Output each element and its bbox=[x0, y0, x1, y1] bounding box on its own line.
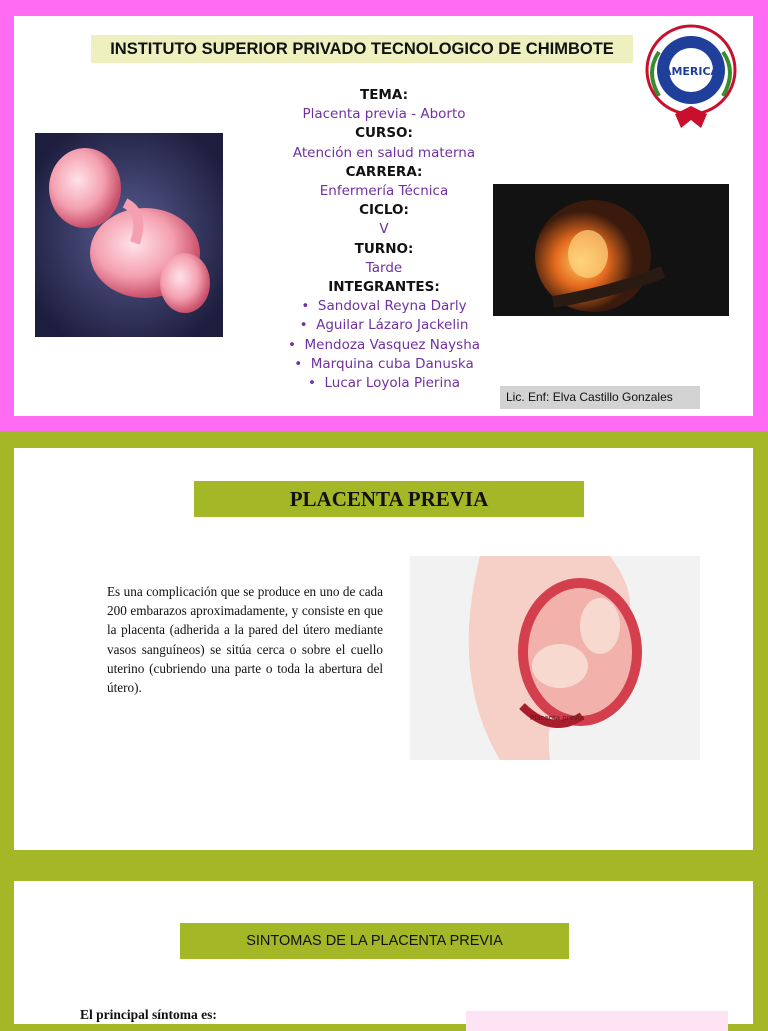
list-item: • Aguilar Lázaro Jackelin bbox=[299, 317, 469, 334]
field-value: Atención en salud materna bbox=[292, 144, 476, 161]
slide-title: PLACENTA PREVIA bbox=[194, 481, 584, 517]
symptoms-slide bbox=[14, 881, 753, 1024]
field-value: Placenta previa - Aborto bbox=[302, 106, 466, 123]
institute-logo bbox=[639, 22, 743, 134]
field-label: CICLO bbox=[359, 202, 404, 219]
field-value: Enfermería Técnica bbox=[319, 183, 449, 200]
list-item: • Lucar Loyola Pierina bbox=[307, 375, 461, 392]
definition-slide bbox=[14, 448, 753, 850]
fetus-photo bbox=[35, 133, 223, 337]
field-label: TEMA bbox=[360, 87, 403, 103]
field-label: CURSO bbox=[355, 125, 408, 142]
diagram-label: Placenta previa bbox=[530, 714, 585, 722]
field-label: CARRERA bbox=[345, 163, 418, 180]
instructor-label: Lic. Enf: Elva Castillo Gonzales bbox=[500, 386, 700, 409]
institute-banner: INSTITUTO SUPERIOR PRIVADO TECNOLOGICO DE CHIMBOTE bbox=[91, 35, 633, 63]
pink-box bbox=[466, 1011, 728, 1031]
definition-paragraph: Es una complicación que se produce en uno de cada 200 embarazos aproximadamente, y consiste en que la placenta (adherida a la pared del útero mediante vasos sanguíneos) se sitúa cerca o sobre el cuello uterino (cubriendo una parte o toda la abertura del útero). bbox=[107, 584, 383, 696]
pregnant-belly-photo bbox=[493, 184, 729, 316]
field-value: V bbox=[379, 221, 389, 238]
title-slide-content bbox=[14, 16, 753, 416]
course-info: TEMA: Placenta previa - Aborto CURSO: Atención en salud materna CARRERA: Enfermería Técnica CICLO: V TURNO: Tarde INTEGRANTES: • Sandoval Reyna Darly • Aguilar Lázaro Jackelin • Mendoza Vasquez Naysha • Marquina cuba Danuska • Lucar Loyola Pierina bbox=[244, 86, 524, 393]
list-item: • Mendoza Vasquez Naysha bbox=[287, 336, 481, 353]
slide-title: SINTOMAS DE LA PLACENTA PREVIA bbox=[180, 923, 569, 959]
field-label: TURNO bbox=[354, 240, 408, 257]
integrantes-label: INTEGRANTES bbox=[328, 279, 435, 296]
field-value: Tarde bbox=[365, 259, 403, 276]
symptom-intro: El principal síntoma es: bbox=[80, 1007, 217, 1022]
list-item: • Sandoval Reyna Darly bbox=[301, 298, 467, 315]
title-slide bbox=[0, 0, 768, 431]
placenta-previa-diagram bbox=[410, 556, 700, 760]
list-item: • Marquina cuba Danuska bbox=[294, 355, 474, 372]
logo-text: AMERICA bbox=[662, 65, 720, 78]
